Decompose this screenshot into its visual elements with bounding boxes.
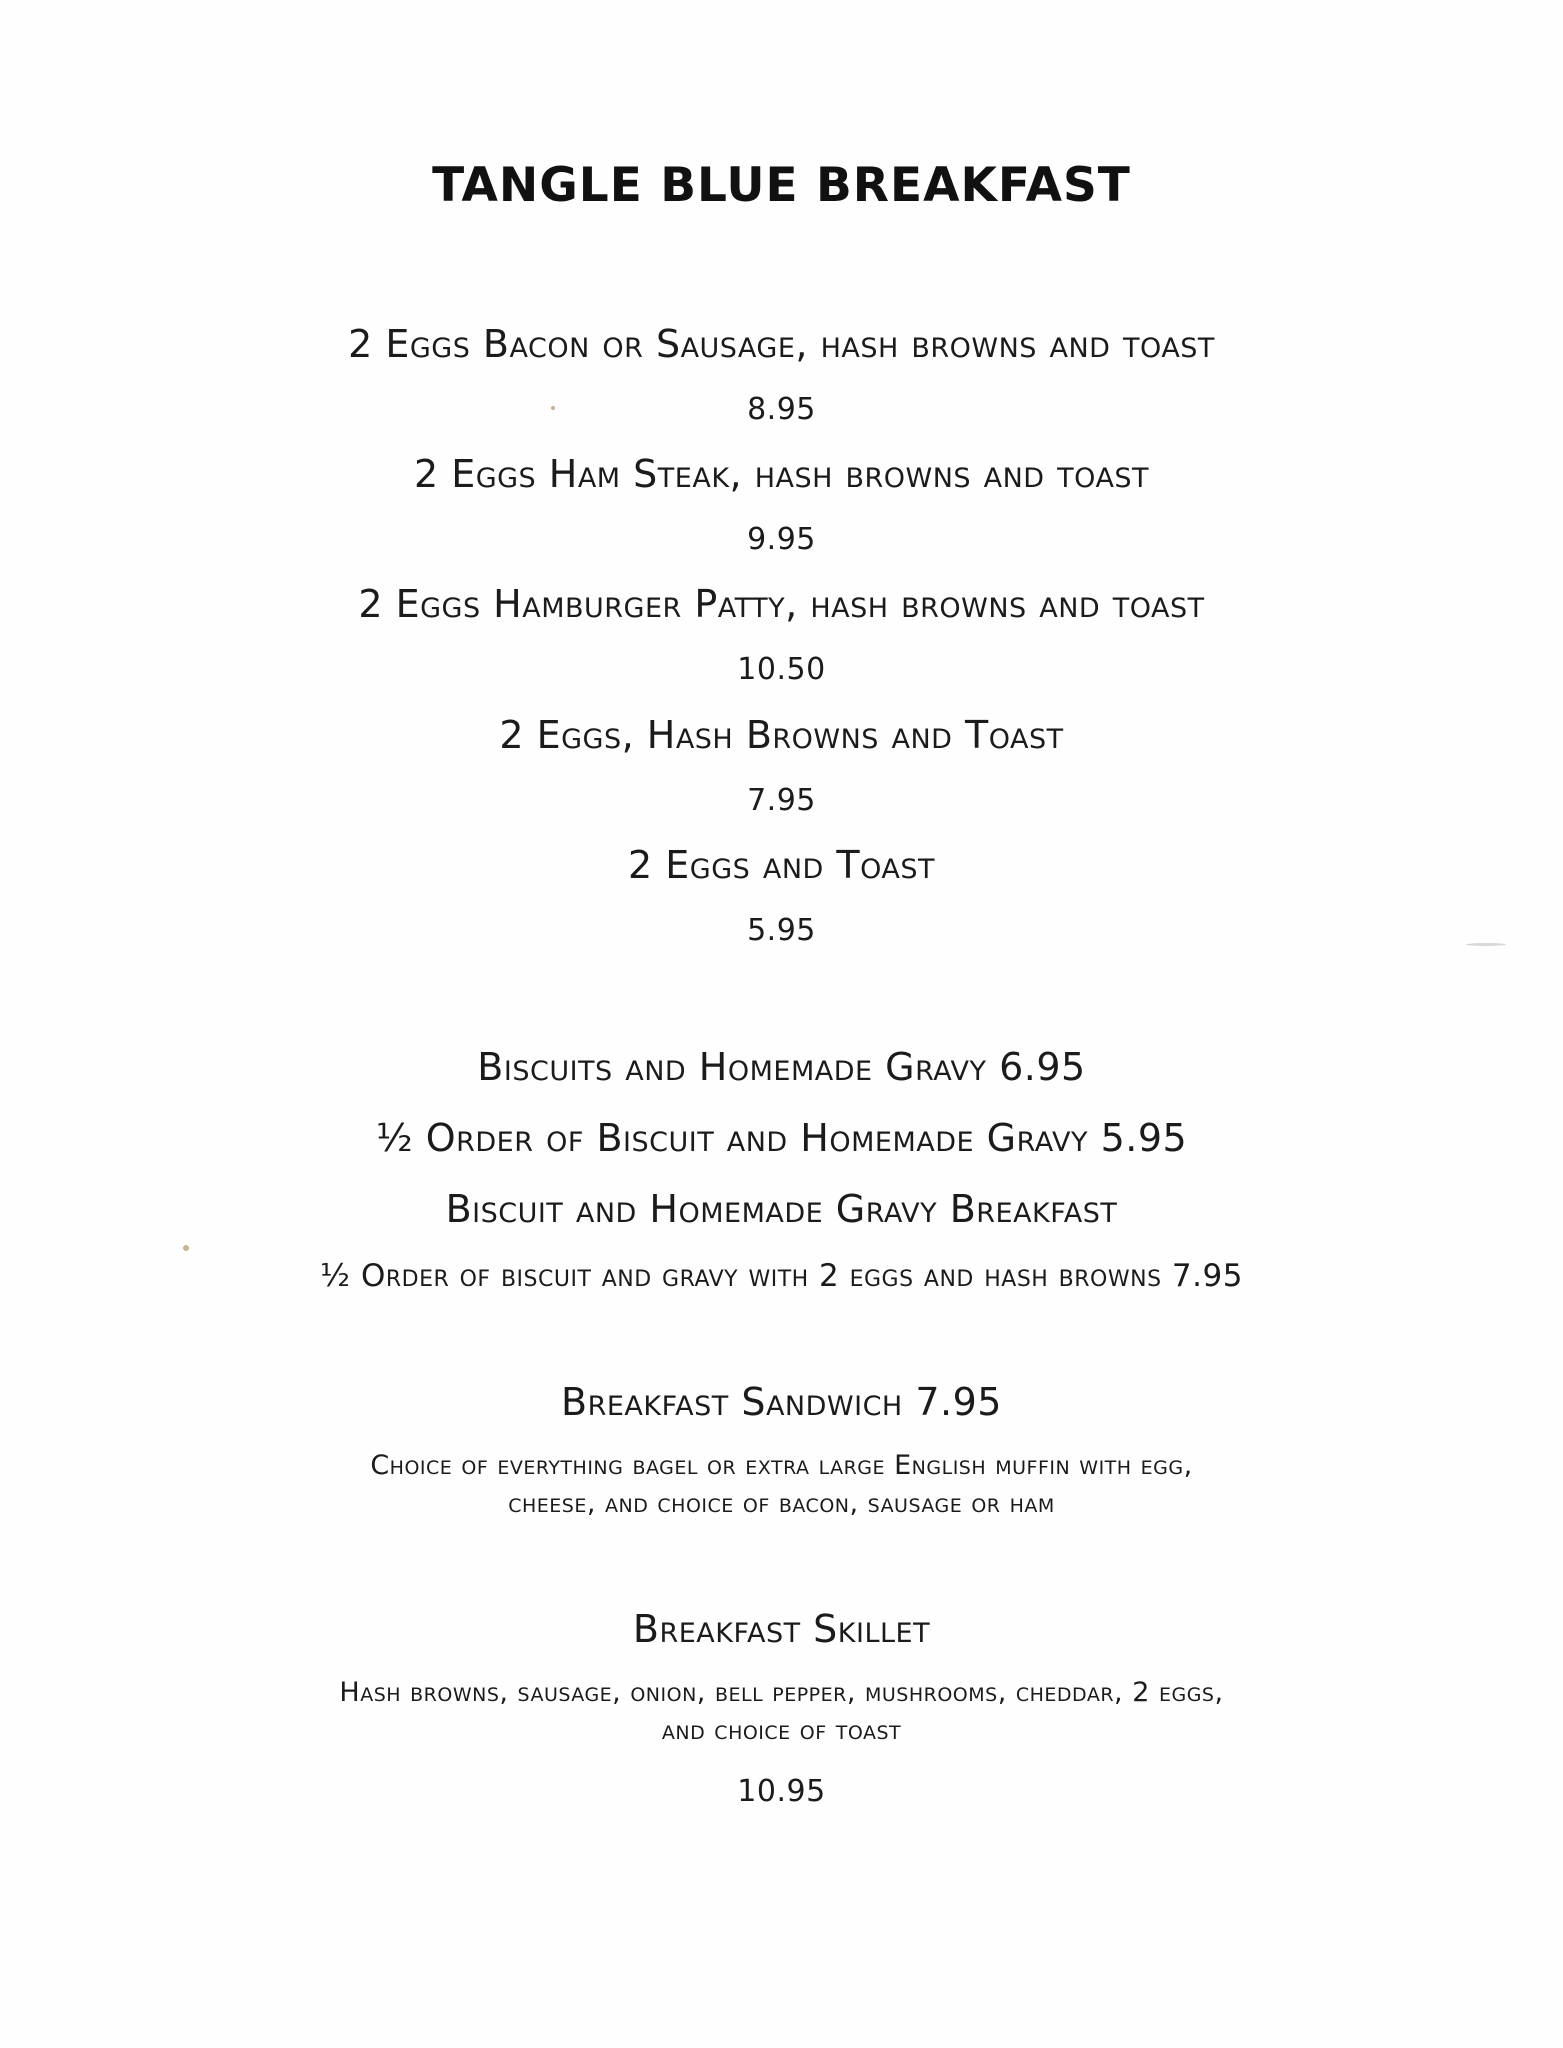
breakfast-sandwich-desc-line1: Choice of everything bagel or extra large English muffin with egg, <box>370 1450 1193 1481</box>
biscuit-gravy-breakfast-desc: ½ Order of biscuit and gravy with 2 eggs and hash browns 7.95 <box>320 1258 1243 1294</box>
menu-title: TANGLE BLUE BREAKFAST <box>432 158 1131 213</box>
egg-item-3-price: 10.50 <box>737 652 826 687</box>
egg-item-4-name: 2 Eggs, Hash Browns and Toast <box>499 713 1064 757</box>
egg-item-5-name: 2 Eggs and Toast <box>628 843 935 887</box>
breakfast-skillet-price: 10.95 <box>737 1774 826 1809</box>
paper-speck <box>183 1245 189 1251</box>
egg-item-3-name: 2 Eggs Hamburger Patty, hash browns and toast <box>358 582 1205 626</box>
breakfast-sandwich-name: Breakfast Sandwich 7.95 <box>561 1380 1002 1424</box>
paper-smudge <box>1466 943 1506 946</box>
egg-item-5-price: 5.95 <box>747 913 816 948</box>
biscuits-gravy-item: Biscuits and Homemade Gravy 6.95 <box>477 1045 1086 1089</box>
breakfast-sandwich-desc-line2: cheese, and choice of bacon, sausage or ham <box>508 1488 1055 1519</box>
paper-speck <box>551 406 555 410</box>
breakfast-skillet-desc-line1: Hash browns, sausage, onion, bell pepper, mushrooms, cheddar, 2 eggs, <box>339 1677 1224 1708</box>
biscuit-gravy-breakfast-name: Biscuit and Homemade Gravy Breakfast <box>445 1187 1118 1231</box>
egg-item-4-price: 7.95 <box>747 783 816 818</box>
egg-item-2-name: 2 Eggs Ham Steak, hash browns and toast <box>413 452 1150 496</box>
breakfast-skillet-desc-line2: and choice of toast <box>661 1715 902 1746</box>
half-biscuit-gravy-item: ½ Order of Biscuit and Homemade Gravy 5.95 <box>375 1116 1188 1160</box>
egg-item-1-name: 2 Eggs Bacon or Sausage, hash browns and toast <box>348 322 1215 366</box>
egg-item-1-price: 8.95 <box>747 392 816 427</box>
egg-item-2-price: 9.95 <box>747 522 816 557</box>
breakfast-skillet-name: Breakfast Skillet <box>632 1607 931 1651</box>
